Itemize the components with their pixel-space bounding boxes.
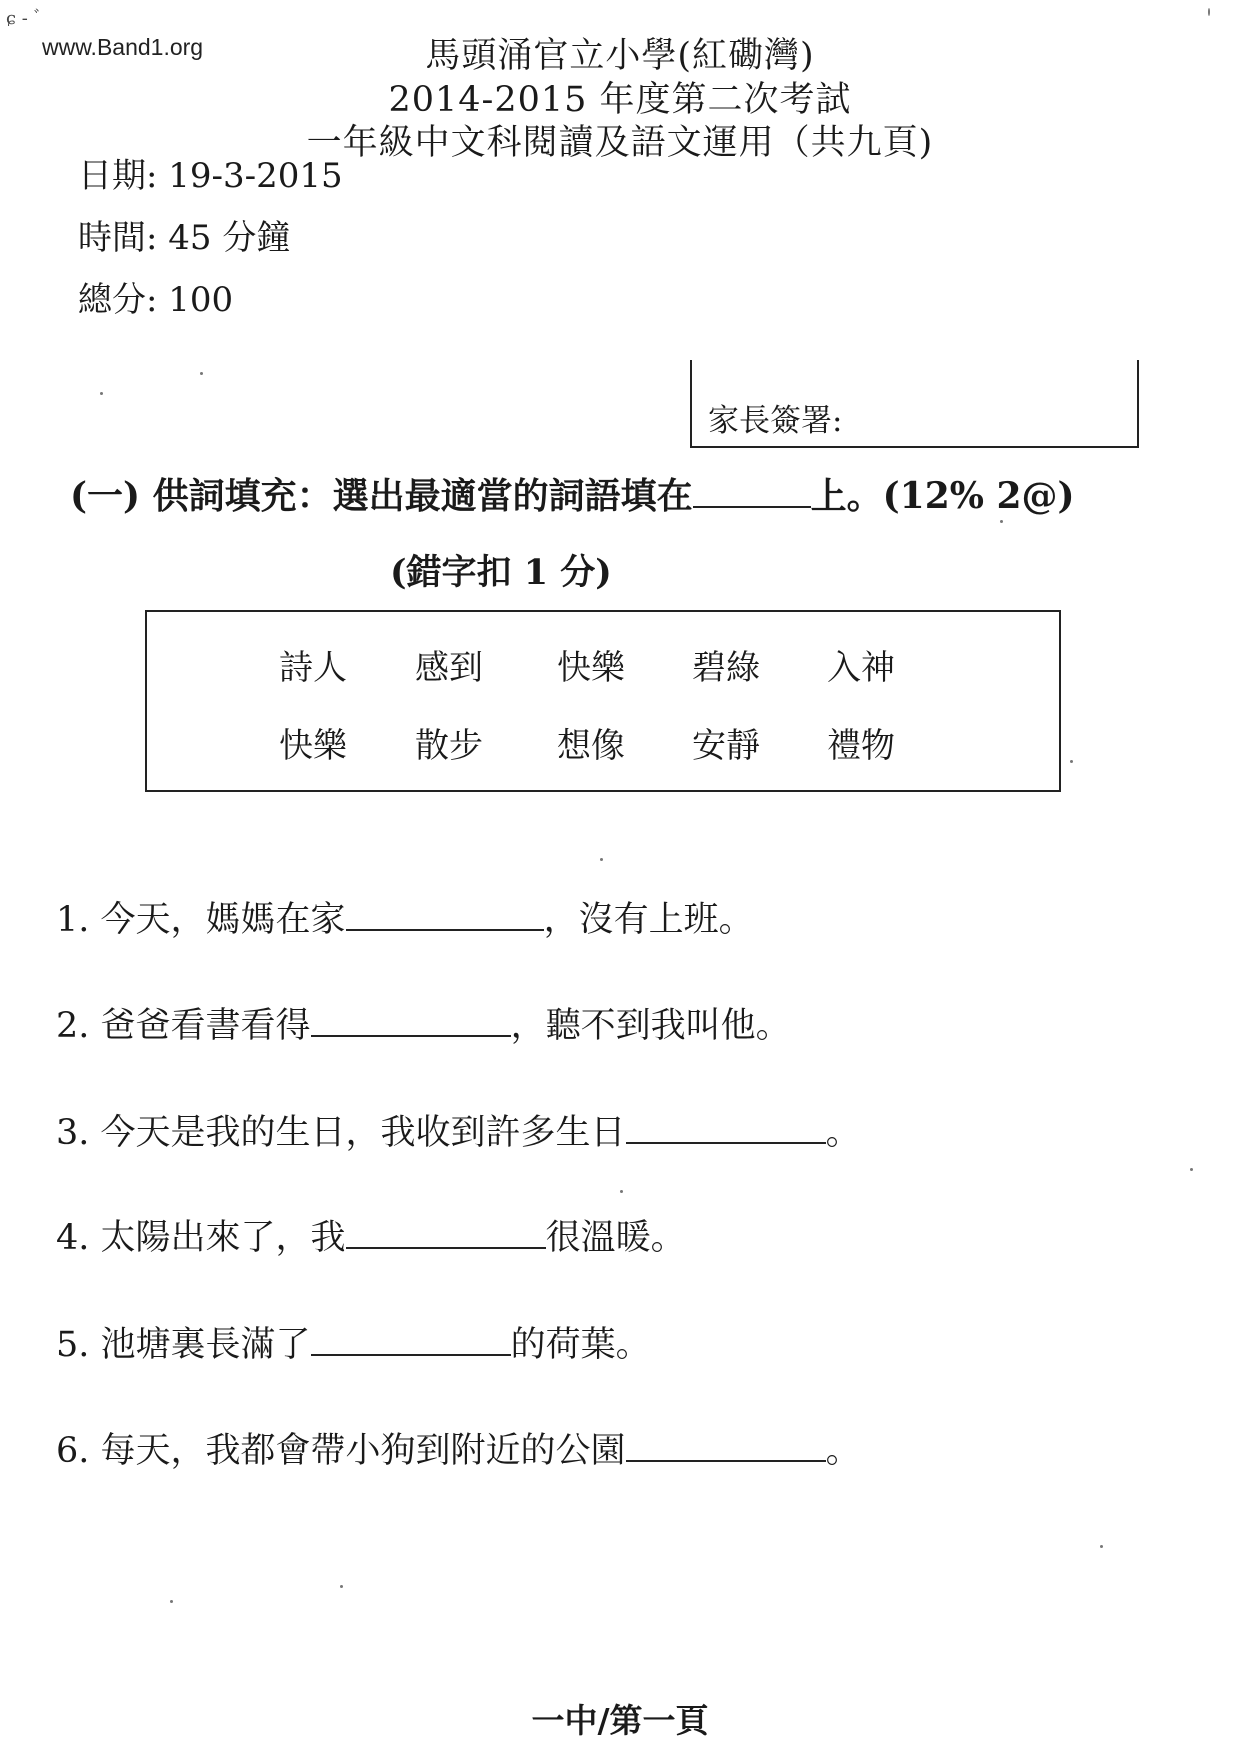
- question-text-before: 池塘裏長滿了: [100, 1325, 311, 1365]
- word-bank-item: 感到: [415, 648, 483, 688]
- answer-blank-1[interactable]: [346, 899, 544, 931]
- question-text-before: 每天，我都會帶小狗到附近的公園: [100, 1431, 626, 1471]
- word-bank-item: 安靜: [692, 726, 760, 766]
- answer-blank-4[interactable]: [346, 1217, 546, 1249]
- word-bank-item: 禮物: [827, 726, 895, 766]
- watermark-url: www.Band1.org: [42, 34, 204, 60]
- section-1-note: (錯字扣 1 分): [390, 552, 612, 593]
- scan-speck: [1000, 520, 1003, 523]
- scan-speck: [170, 1600, 173, 1603]
- word-bank-item: 快樂: [279, 726, 347, 766]
- question-text-after: 的荷葉。: [510, 1325, 651, 1365]
- exam-date: 日期: 19-3-2015: [78, 156, 343, 196]
- section-1-title-text: (一) 供詞填充：選出最適當的詞語填在: [70, 475, 693, 517]
- scan-speck: [600, 858, 603, 861]
- question-text-before: 今天，媽媽在家: [100, 900, 346, 940]
- parent-signature-label: 家長簽署:: [708, 403, 843, 439]
- answer-blank-2[interactable]: [311, 1005, 511, 1037]
- word-bank-item: 想像: [557, 726, 625, 766]
- scan-speck: [100, 392, 103, 395]
- scan-speck: [340, 1585, 343, 1588]
- exam-time: 時間: 45 分鐘: [78, 218, 291, 258]
- question-text-after: 很溫暖。: [545, 1218, 686, 1258]
- word-bank-item: 散步: [415, 726, 483, 766]
- scan-speck: [1190, 1168, 1193, 1171]
- corner-scribble: ɕ - ﾞ: [6, 8, 43, 29]
- page-footer: 一中/第一頁: [531, 1701, 709, 1740]
- answer-blank-5[interactable]: [311, 1324, 511, 1356]
- scan-speck: [1208, 8, 1210, 16]
- scan-speck: [1070, 760, 1073, 763]
- word-bank-item: 快樂: [557, 648, 625, 688]
- question-text-after: 。: [825, 1113, 861, 1153]
- section-1-title-score: 上。(12% 2@): [810, 475, 1075, 517]
- question-number: 6.: [56, 1431, 90, 1471]
- word-bank-item: 碧綠: [692, 648, 760, 688]
- question-number: 5.: [56, 1325, 90, 1365]
- scan-speck: [620, 1190, 623, 1193]
- exam-subject: 一年級中文科閱讀及語文運用（共九頁): [306, 123, 934, 163]
- word-bank-item: 入神: [827, 648, 895, 688]
- answer-blank-6[interactable]: [626, 1430, 826, 1462]
- question-text-after: ，沒有上班。: [543, 900, 754, 940]
- school-name: 馬頭涌官立小學(紅磡灣): [425, 36, 815, 76]
- scan-speck: [1100, 1545, 1103, 1548]
- question-text-before: 爸爸看書看得: [100, 1006, 311, 1046]
- question-number: 3.: [56, 1113, 90, 1153]
- question-1: [56, 892, 754, 942]
- exam-total-score: 總分: 100: [78, 280, 234, 320]
- question-2: [56, 998, 791, 1048]
- word-bank: [145, 610, 1061, 792]
- word-bank-item: 詩人: [279, 648, 347, 688]
- question-3: [56, 1105, 861, 1155]
- exam-year: 2014-2015 年度第二次考試: [388, 80, 852, 120]
- question-text-after: 。: [825, 1431, 861, 1471]
- question-6: [56, 1423, 861, 1473]
- question-5: [56, 1317, 651, 1367]
- question-text-before: 太陽出來了，我: [100, 1218, 346, 1258]
- question-text-after: ，聽不到我叫他。: [510, 1006, 791, 1046]
- question-number: 4.: [56, 1218, 90, 1258]
- question-number: 2.: [56, 1006, 90, 1046]
- section-1-title: [70, 468, 1075, 519]
- question-4: [56, 1210, 686, 1260]
- scan-speck: [200, 372, 203, 375]
- answer-blank-3[interactable]: [626, 1112, 826, 1144]
- section-1-title-blank: [693, 476, 811, 508]
- question-text-before: 今天是我的生日，我收到許多生日: [100, 1113, 626, 1153]
- question-number: 1.: [56, 900, 90, 940]
